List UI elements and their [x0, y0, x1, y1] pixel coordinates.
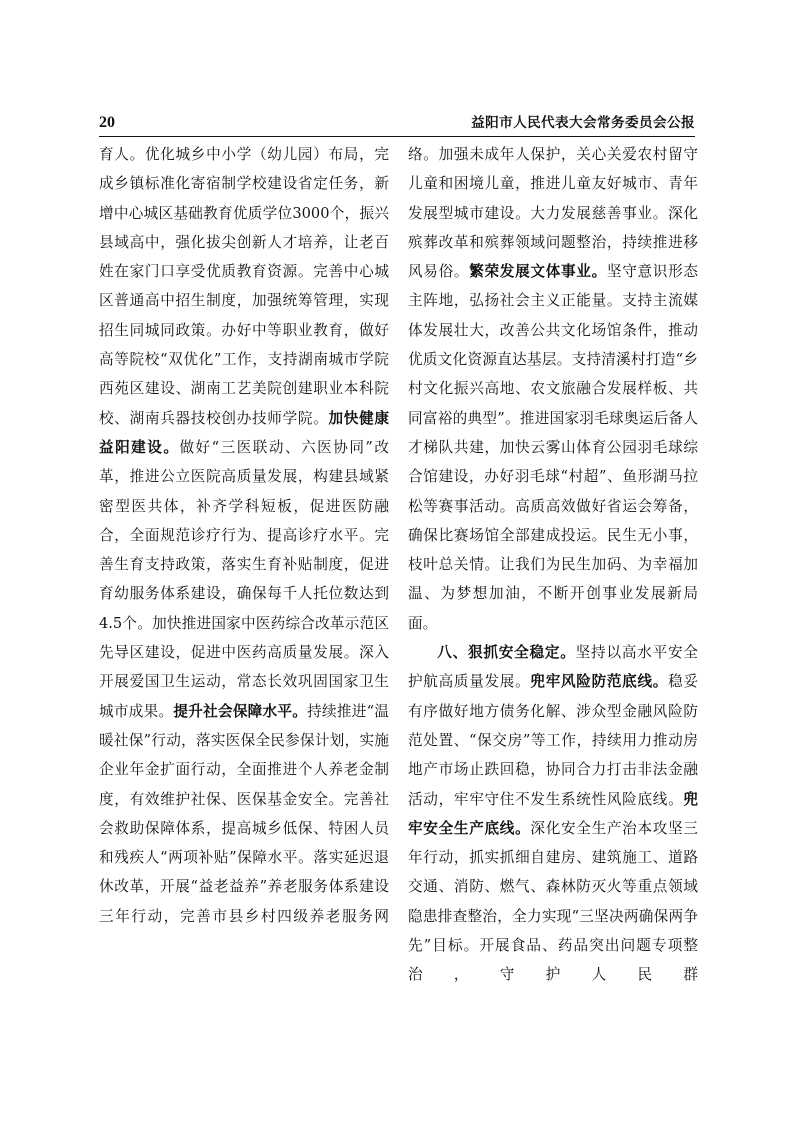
section-heading-health: 加快健康益阳建设。: [99, 409, 389, 456]
section-heading-safety-stability: 八、狠抓安全稳定。: [437, 644, 576, 662]
page-number: 20: [99, 114, 115, 131]
text-segment: 坚守意识形态主阵地，弘扬社会主义正能量。支持主流媒体发展壮大，改善公共文化场馆条件，推动优质文化资源直达基层。支持清溪村打造“乡村文化振兴高地、农文旅融合发展样板、共同富裕的典型”。推进国家羽毛球奥运后备人才梯队共建，加快云雾山体育公园羽毛球综合馆建设，办好羽毛球“村超”、鱼形湖马拉松等赛事活动。高质高效做好省运会筹备，确保比赛场馆全部建成投运。民生无小事，枝叶总关情。让我们为民生加码、为幸福加温、为梦想加油，不断开创事业发展新局面。: [408, 263, 698, 632]
section-heading-social-security: 提升社会保障水平。: [173, 702, 308, 720]
text-segment: 持续推进“温暖社保”行动，落实医保全民参保计划，实施企业年金扩面行动，全面推进个人养老金制度，有效维护社保、医保基金安全。完善社会救助保障体系，提高城乡低保、特困人员和残疾人“两项补贴”保障水平。落实延迟退休改革，开展“益老益养”养老服务体系建设三年行动，完善市县乡村四级养老服务网: [99, 702, 389, 925]
section-heading-production-safety: 兜牢安全生产底线。: [408, 790, 698, 837]
left-column: [99, 140, 389, 931]
right-paragraph-1: [408, 140, 698, 638]
text-segment: 做好“三医联动、六医协同”改革，推进公立医院高质量发展，构建县域紧密型医共体，补齐学科短板，促进医防融合，全面规范诊疗行为、提高诊疗水平。完善生育支持政策，落实生育补贴制度，促进育幼服务体系建设，确保每千人托位数达到4.5个。加快推进国家中医药综合改革示范区先导区建设，促进中医药高质量发展。深入开展爱国卫生运动，常态长效巩固国家卫生城市成果。: [99, 438, 389, 720]
left-paragraph-1: [99, 140, 389, 931]
right-paragraph-2: [408, 638, 698, 990]
right-column: [408, 140, 698, 990]
section-heading-risk-prevention: 兜牢风险防范底线。: [530, 673, 669, 691]
text-segment: 深化安全生产治本攻坚三年行动，抓实抓细自建房、建筑施工、道路交通、消防、燃气、森林防灭火等重点领域隐患排查整治，全力实现“三坚决两确保两争先”目标。开展食品、药品突出问题专项整治，守护人民群: [408, 819, 698, 984]
journal-title: 益阳市人民代表大会常务委员会公报: [471, 115, 695, 131]
section-heading-culture-sports: 繁荣发展文体事业。: [469, 263, 607, 281]
text-segment: 络。加强未成年人保护，关心关爱农村留守儿童和困境儿童，推进儿童友好城市、青年发展型城市建设。大力发展慈善事业。深化殡葬改革和殡葬领域问题整治，持续推进移风易俗。: [408, 146, 698, 281]
text-segment: 坚持以高水平安全护航高质量发展。: [408, 644, 698, 691]
header-rule: [99, 136, 695, 137]
text-segment: 育人。优化城乡中小学（幼儿园）布局，完成乡镇标准化寄宿制学校建设省定任务，新增中心城区基础教育优质学位3000个，振兴县域高中，强化拔尖创新人才培养，让老百姓在家门口享受优质教育资源。完善中心城区普通高中招生制度，加强统筹管理，实现招生同城同政策。办好中等职业教育，做好高等院校“双优化”工作，支持湖南城市学院西苑区建设、湖南工艺美院创建职业本科院校、湖南兵器技校创办技师学院。: [99, 146, 389, 427]
text-segment: 稳妥有序做好地方债务化解、涉众型金融风险防范处置、“保交房”等工作，持续用力推动房地产市场止跌回稳，协同合力打击非法金融活动，牢牢守住不发生系统性风险底线。: [408, 673, 698, 808]
